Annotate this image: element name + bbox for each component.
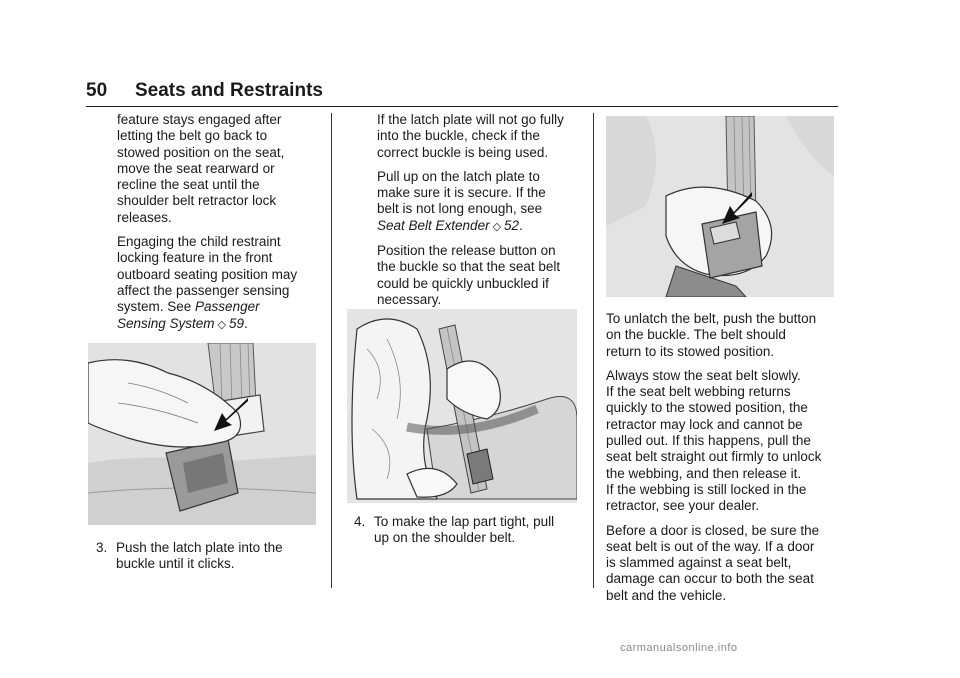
page-header — [86, 80, 838, 107]
column-1 — [117, 112, 322, 341]
page-ref-icon: ◇ — [492, 220, 502, 233]
step-4 — [354, 514, 584, 548]
step-4-number: 4. — [354, 514, 366, 529]
col3-paragraph-2: Always stow the seat belt slowly. If the seat belt webbing returns quickly to the stowed position, the retractor may lock and cannot be pulled out. If this happens, pull the seat belt straight out firmly to unlock the webbing, and then release it. If the webbing is still locked in the retractor, see your dealer. — [606, 367, 822, 514]
page-number: 50 — [86, 80, 108, 101]
page-ref-icon: ◇ — [217, 318, 227, 331]
column-3 — [606, 311, 838, 612]
seat-belt-extender-link[interactable]: Seat Belt Extender — [377, 217, 490, 233]
col2-paragraph-2: Pull up on the latch plate to make sure it is secure. If the belt is not long enough, see Seat Belt Extender ◇ 52. — [377, 168, 546, 233]
section-title: Seats and Restraints — [135, 80, 323, 101]
seat-belt-extender-page-ref[interactable]: 52 — [504, 217, 520, 233]
col2-paragraph-1: If the latch plate will not go fully into the buckle, check if the correct buckle is being used. — [377, 112, 564, 160]
step-3-number: 3. — [96, 540, 108, 555]
step-3 — [96, 540, 316, 574]
passenger-sensing-page-ref[interactable]: 59 — [229, 315, 245, 331]
passenger-sensing-link-part2[interactable]: Sensing System — [117, 315, 215, 331]
step-4-text: To make the lap part tight, pull up on the shoulder belt. — [374, 514, 555, 546]
col2-paragraph-3: Position the release button on the buckle so that the seat belt could be quickly unbuckled if necessary. — [377, 243, 561, 307]
lap-belt-tighten-illustration — [347, 309, 577, 503]
buckle-insert-illustration — [88, 343, 316, 525]
buckle-release-illustration — [606, 116, 834, 297]
column-divider-1 — [331, 113, 332, 588]
col3-paragraph-1: To unlatch the belt, push the button on the buckle. The belt should return to its stowed position. — [606, 311, 817, 359]
col1-paragraph-2: Engaging the child restraint locking feature in the front outboard seating position may affect the passenger sensing system. See Passenger Sensing System ◇ 59. — [117, 234, 298, 331]
site-watermark: carmanualsonline.info — [620, 642, 738, 654]
col1-paragraph-1: feature stays engaged after letting the belt go back to stowed position on the seat, move the seat rearward or recline the seat until the shoulder belt retractor lock releases. — [117, 112, 285, 225]
col3-paragraph-3: Before a door is closed, be sure the seat belt is out of the way. If a door is slammed against a seat belt, damage can occur to both the seat belt and the vehicle. — [606, 522, 820, 603]
passenger-sensing-link-part1[interactable]: Passenger — [195, 299, 260, 315]
step-3-text: Push the latch plate into the buckle until it clicks. — [116, 540, 283, 572]
column-divider-2 — [593, 113, 594, 588]
column-2 — [377, 112, 585, 316]
